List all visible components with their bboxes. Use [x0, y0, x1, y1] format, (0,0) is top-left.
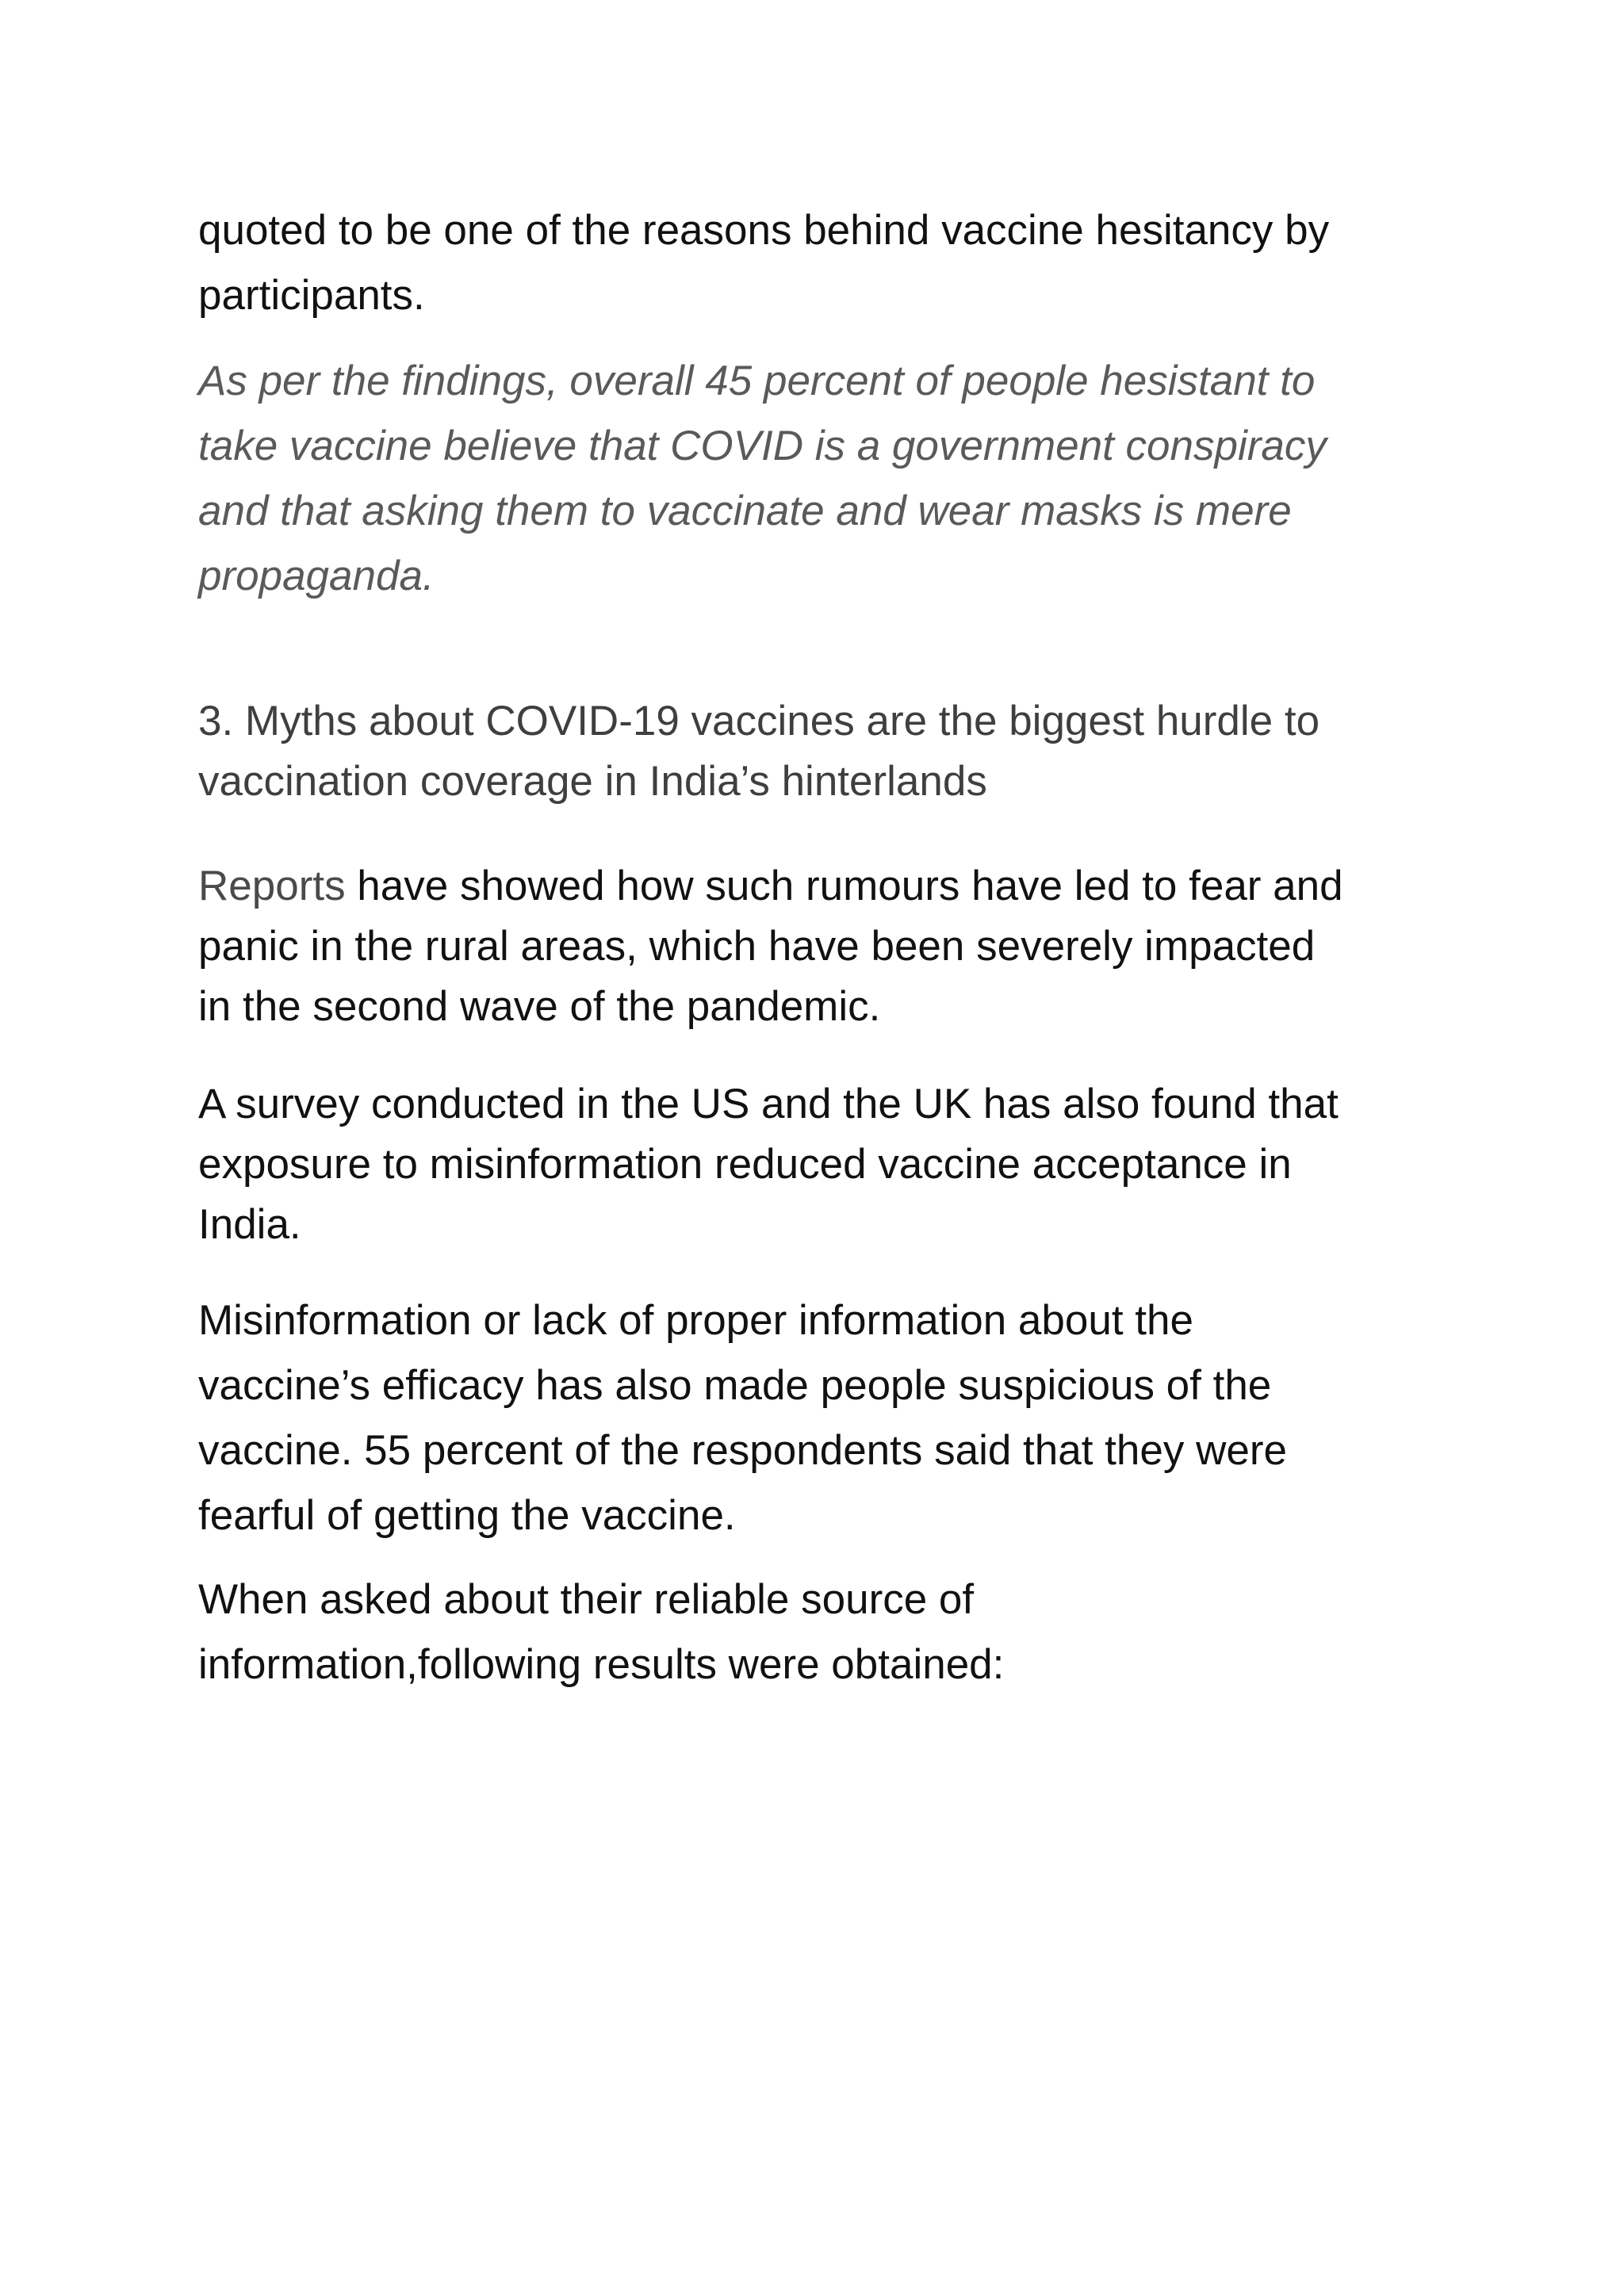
- text-line-rest: have showed how such rumours have led to fear and: [345, 863, 1343, 909]
- text-line: panic in the rural areas, which have been severely impacted: [198, 923, 1316, 970]
- text-line: exposure to misinformation reduced vaccine acceptance in: [198, 1141, 1292, 1188]
- text-line: vaccination coverage in India’s hinterlands: [198, 758, 987, 805]
- text-line: When asked about their reliable source of: [198, 1576, 975, 1623]
- text-line: in the second wave of the pandemic.: [198, 983, 881, 1030]
- reports-lead-word: Reports: [198, 863, 346, 909]
- text-line: Misinformation or lack of proper information about the: [198, 1297, 1193, 1344]
- text-line: quoted to be one of the reasons behind vaccine hesitancy by: [198, 207, 1330, 254]
- text-line: vaccine’s efficacy has also made people suspicious of the: [198, 1362, 1272, 1409]
- text-line: India.: [198, 1201, 301, 1248]
- text-line: As per the findings, overall 45 percent of people hesistant to: [198, 358, 1316, 404]
- text-line: fearful of getting the vaccine.: [198, 1492, 736, 1539]
- text-line: participants.: [198, 272, 425, 319]
- text-line: take vaccine believe that COVID is a government conspiracy: [198, 423, 1327, 469]
- section-heading: [198, 691, 1467, 812]
- text-line: 3. Myths about COVID-19 vaccines are the biggest hurdle to: [198, 698, 1320, 744]
- text-line: propaganda.: [198, 553, 435, 599]
- paragraph-continuation: [198, 198, 1467, 328]
- italic-findings-paragraph: [198, 349, 1467, 609]
- text-line: and that asking them to vaccinate and wear masks is mere: [198, 488, 1292, 534]
- survey-paragraph: [198, 1074, 1467, 1255]
- reports-paragraph: [198, 856, 1467, 1037]
- source-question-paragraph: [198, 1567, 1467, 1697]
- misinformation-paragraph: [198, 1288, 1467, 1548]
- text-line: information,following results were obtained:: [198, 1641, 1005, 1688]
- text-line: [198, 856, 1467, 916]
- text-line: vaccine. 55 percent of the respondents said that they were: [198, 1427, 1287, 1474]
- text-line: A survey conducted in the US and the UK has also found that: [198, 1081, 1339, 1127]
